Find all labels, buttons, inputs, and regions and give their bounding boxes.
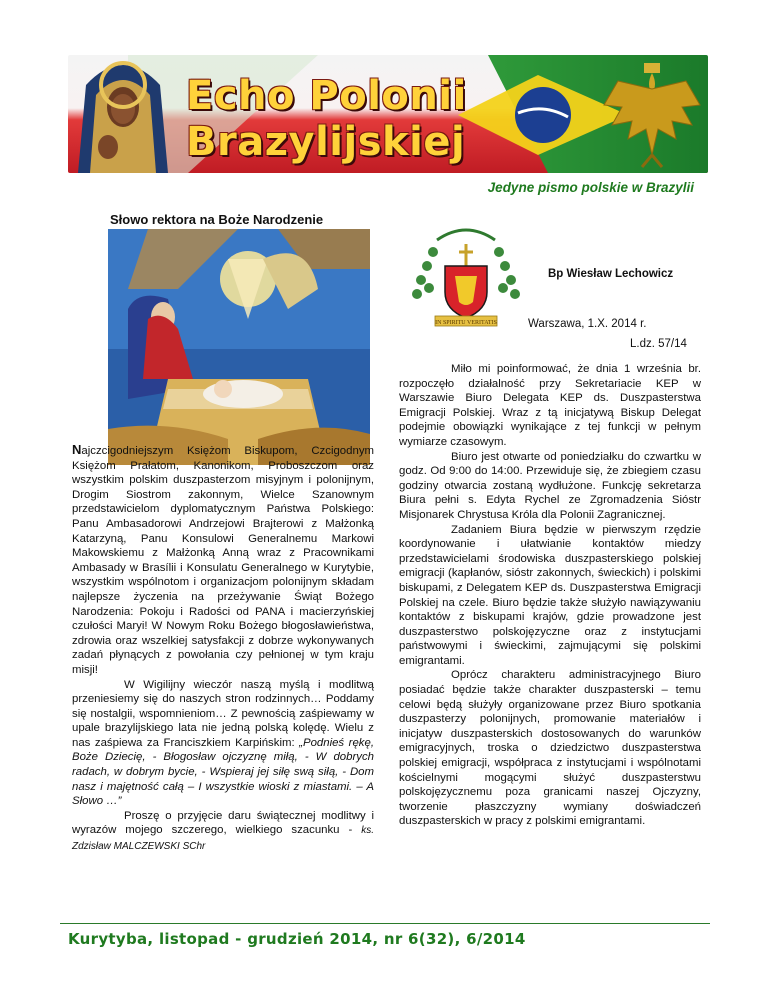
signature: ks. Zdzisław MALCZEWSKI SChr	[72, 825, 374, 853]
masthead-title-line1: Echo Polonii	[186, 73, 467, 119]
reference-number: L.dz. 57/14	[630, 338, 687, 350]
eagle-icon	[598, 59, 706, 171]
letter-paragraph-2	[72, 678, 374, 809]
letter-paragraph-2-text: W Wigilijny wieczór naszą myślą i modlitwą przeniesiemy się do naszych stron rodzinnych… Poddamy się nostalgii, wspomnieniom… Z pewnością zaśpiewamy w upale brazylijskiego lata nie jedną polską kolędę. Wielu z nas zaśpiewa za Franciszkiem Karpińskim:	[72, 678, 374, 749]
place-date: Warszawa, 1.X. 2014 r.	[528, 318, 647, 330]
crest-motto: IN SPIRITU VERITATIS	[435, 320, 497, 326]
masthead-tagline: Jedyne pismo polskie w Brazylii	[487, 180, 694, 195]
bishop-paragraph: Biuro jest otwarte od poniedziałku do czwartku w godz. Od 9:00 do 14:00. Przewiduje się, że zbiegiem czasu godziny otwarcia zostaną wydłużone. Funkcję sekretarza Biura pełni s. Edyta Rychel ze Zgromadzenia Sióstr Misjonarek Chrystusa Króla dla Polonii Zagranicznej.	[399, 450, 701, 521]
footer-issue-info: Kurytyba, listopad - grudzień 2014, nr 6(32), 6/2014	[68, 930, 526, 948]
madonna-icon	[68, 55, 178, 173]
letter-paragraph-3	[72, 809, 374, 855]
rector-letter	[72, 443, 374, 855]
bishop-paragraph: Oprócz charakteru administracyjnego Biuro posiadać będzie także charakter duszpasterski – temu celowi będą służyły organizowane przez Biuro spotkania duszpasterzy polonijnych, promowanie materiałów i inicjatyw duszpasterskich dostosowanych do warunków emigracyjnych, troska o dziedzictwo duszpasterstwa polskiej emigracji, współpraca z instytucjami i wspólnotami kościelnymi mogącymi służyć duszpasterstwu polskojęzycznemu poza granicami naszej Ojczyzny, tworzenie płaszczyzny wymiany doświadczeń duszpasterskich w pracy z polskimi emigrantami.	[399, 669, 701, 828]
drop-cap: N	[72, 442, 82, 457]
footer-rule	[60, 923, 710, 924]
bishop-paragraph: Zadaniem Biura będzie w pierwszym rzędzie koordynowanie i ułatwianie kontaktów miedzy przedstawicielami środowiska duszpasterskiego polskiej emigracji (kapłanów, sióstr zakonnych, świeckich) i polskimi biskupami, z Delegatem KEP ds. Duszpasterstwa Emigracji Polskiej na czele. Biuro będzie także służyło nawiązywaniu kontaktów z biskupami krajów, gdzie prowadzone jest duszpasterstwo polskojęzyczne oraz z instytucjami państwowymi i świeckimi, zajmującymi się polskimi emigrantami.	[399, 523, 701, 667]
letter-paragraph-3-text: Proszę o przyjęcie daru świątecznej modlitwy i wyrazów mojego szczerego, wielkiego szacunku -	[72, 809, 374, 837]
author-name: Bp Wiesław Lechowicz	[548, 268, 674, 280]
masthead-banner	[68, 55, 708, 173]
letter-paragraph-1-text: ajczcigodniejszym Księżom Biskupom, Czcigodnym Księżom Prałatom, Kanonikom, Proboszczom oraz wszystkim polskim duszpasterzom misyjnym i polonijnym, Drogim Siostrom zakonnym, Wielce Szanownym przedstawicielom dyplomatycznym Państwa Polskiego: Panu Ambasadorowi Andrzejowi Brajterowi z Małżonką Katarzyną, Panu Konsulowi Generalnemu Markowi Makowskiemu z Małżonką Anną wraz z Pracownikami Ambasady w Brasílii i Konsulatu Generalnego w Kurytybie, wszystkim wspólnotom i organizacjom polonijnym składam najlepsze życzenia na przeżywanie Świąt Bożego Narodzenia: Pokoju i Radości od PANA i macierzyńskiej czułości Maryi! W Nowym Roku Bożego błogosławieństwa, zdrowia oraz wszelkiej satysfakcji z dobrze wykonywanych zadań płynących z powołania czy pełnionej w tym kraju misji!	[72, 445, 374, 676]
article-heading: Słowo rektora na Boże Narodzenie	[110, 212, 324, 227]
bishop-letter	[399, 362, 701, 829]
nativity-painting	[108, 229, 370, 465]
bishop-coat-of-arms	[407, 222, 525, 330]
letter-paragraph-1	[72, 443, 374, 678]
masthead-title-line2: Brazylijskiej	[186, 119, 466, 165]
carol-quote: „Podnieś rękę, Boże Dziecię, - Błogosław ojczyznę miłą, - W dobrych radach, w dobrym bycie, - Wspieraj jej siłę swą siłą, - Dom nasz i majętność całą – I wszystkie wioski z miastami. – A Słowo …”	[72, 736, 374, 808]
bishop-paragraph: Miło mi poinformować, że dnia 1 września br. rozpoczęło działalność przy Sekretariacie KEP w Warszawie Biuro Delegata KEP ds. Duszpasterstwa Emigracji Polskiej. Wraz z tą inicjatywą Biskup Delegat podejmie obowiązki wynikające z tej funkcji w pełnym wymiarze czasowym.	[399, 363, 701, 448]
